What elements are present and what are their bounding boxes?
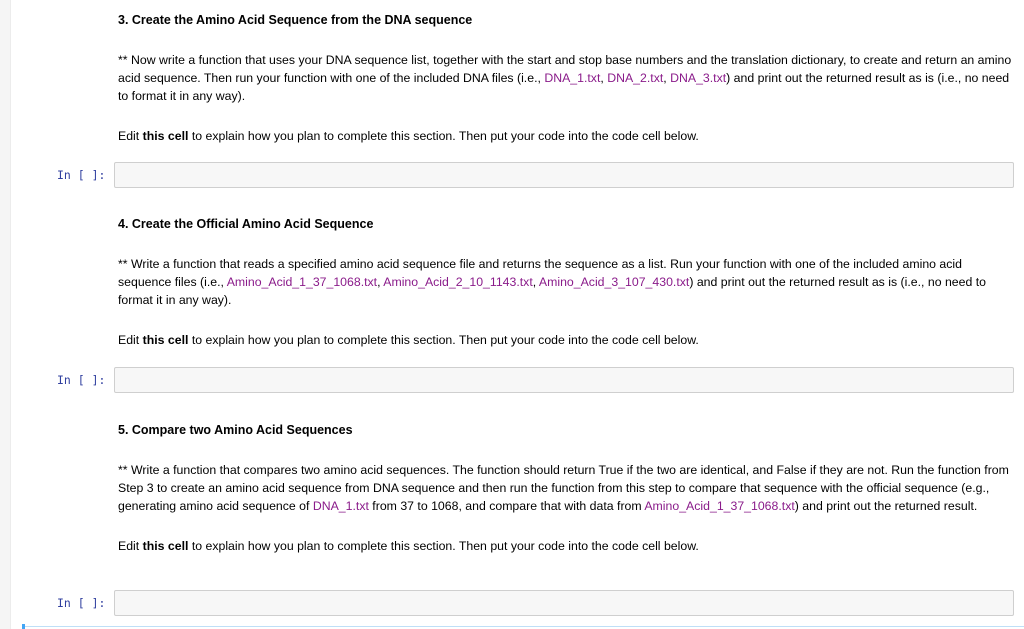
file-link-dna2: DNA_2.txt [607, 71, 664, 85]
input-prompt-3: In [ ]: [57, 596, 106, 610]
section-3-description [118, 51, 1013, 105]
section-5-edit-note [118, 537, 1013, 555]
file-link-dna3: DNA_3.txt [670, 71, 727, 85]
section-3-desc-end: ) and print out the returned result as is (i.e., no need to format it in any way). [118, 71, 1010, 103]
file-link-amino3: Amino_Acid_3_107_430.txt [538, 275, 690, 289]
separator: , [532, 275, 539, 289]
input-prompt-1: In [ ]: [57, 168, 106, 182]
section-4-edit-note [118, 331, 1013, 349]
markdown-cell-section-5[interactable] [118, 421, 1013, 555]
code-cell-1-input[interactable] [114, 162, 1014, 188]
markdown-cell-section-4[interactable] [118, 215, 1013, 349]
file-link-dna1: DNA_1.txt [312, 499, 369, 513]
left-gutter [0, 0, 11, 629]
section-5-desc-text: ** Write a function that compares two amino acid sequences. The function should return True if the two are identical, and False if they are not. Run the function from Step 3 to create an amino acid sequence from DNA sequence and then run the function from this step to compare that sequence with the official sequence (e.g., generating amino acid sequence of [118, 463, 1009, 513]
separator: , [663, 71, 671, 85]
code-cell-2-input[interactable] [114, 367, 1014, 393]
file-link-dna1: DNA_1.txt [544, 71, 601, 85]
file-link-amino1: Amino_Acid_1_37_1068.txt [644, 499, 795, 513]
section-4-description [118, 255, 1013, 309]
file-link-amino1: Amino_Acid_1_37_1068.txt [226, 275, 378, 289]
edit-note-text: Edit [118, 129, 143, 143]
file-link-amino2: Amino_Acid_2_10_1143.txt [383, 275, 533, 289]
selected-cell-border [25, 626, 1024, 627]
section-4-desc-end: ) and print out the returned result as is (i.e., no need to format it in any way). [118, 275, 986, 307]
markdown-cell-section-3[interactable] [118, 11, 1013, 145]
edit-note-text: to explain how you plan to complete this section. Then put your code into the code cell below. [188, 333, 699, 347]
separator: , [377, 275, 384, 289]
edit-note-text: to explain how you plan to complete this section. Then put your code into the code cell below. [188, 129, 699, 143]
section-3-edit-note [118, 127, 1013, 145]
separator: , [600, 71, 608, 85]
edit-note-bold: this cell [142, 539, 189, 553]
section-5-heading: 5. Compare two Amino Acid Sequences [118, 423, 353, 437]
section-4-desc-text: ** Write a function that reads a specified amino acid sequence file and returns the sequence as a list. Run your function with one of the included amino acid sequence files (i.e., [118, 257, 962, 289]
edit-note-bold: this cell [142, 129, 189, 143]
section-3-heading: 3. Create the Amino Acid Sequence from the DNA sequence [118, 13, 473, 27]
section-5-desc-end: ) and print out the returned result. [794, 499, 978, 513]
section-3-desc-text: ** Now write a function that uses your DNA sequence list, together with the start and stop base numbers and the translation dictionary, to create and return an amino acid sequence. Then run your function with one of the included DNA files (i.e., [118, 53, 1012, 85]
section-4-heading: 4. Create the Official Amino Acid Sequence [118, 217, 374, 231]
edit-note-text: Edit [118, 333, 143, 347]
section-5-description [118, 461, 1013, 515]
edit-note-bold: this cell [142, 333, 189, 347]
code-cell-3-input[interactable] [114, 590, 1014, 616]
input-prompt-2: In [ ]: [57, 373, 106, 387]
edit-note-text: to explain how you plan to complete this section. Then put your code into the code cell below. [188, 539, 699, 553]
section-5-desc-mid: from 37 to 1068, and compare that with data from [368, 499, 645, 513]
edit-note-text: Edit [118, 539, 143, 553]
